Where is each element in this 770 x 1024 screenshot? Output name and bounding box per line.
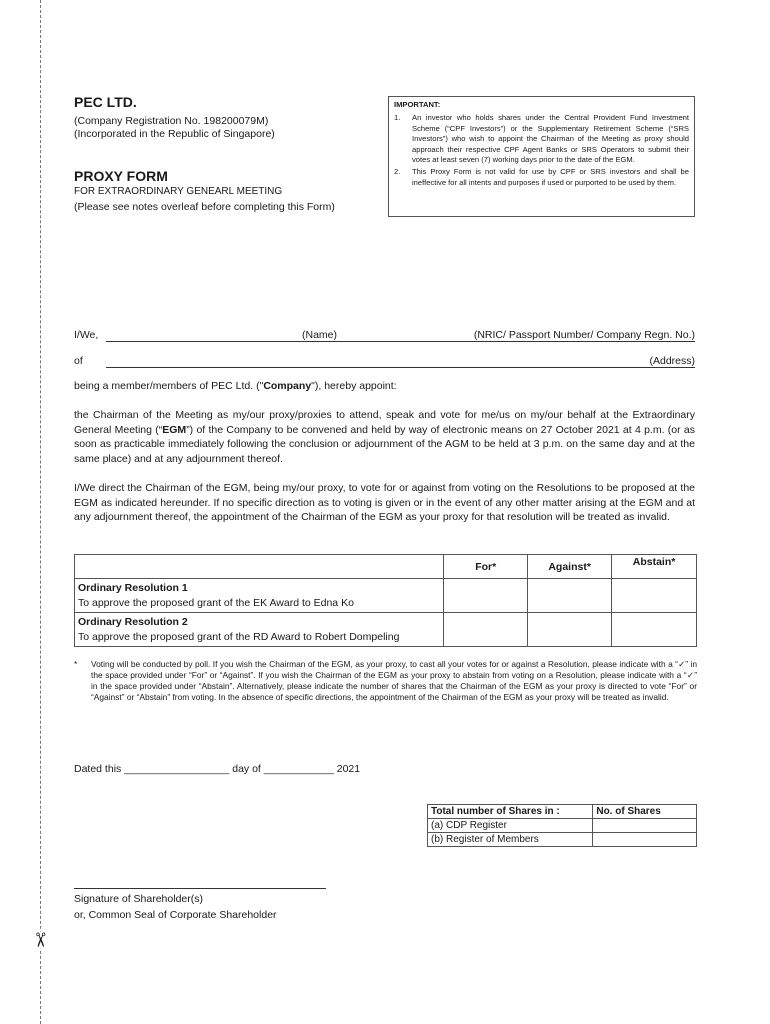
vote-for-cell[interactable] [444,579,528,613]
appoint-text-pre: being a member/members of PEC Ltd. (" [74,380,264,392]
chairman-text-post: ”) of the Company to be convened and held by way of electronic means on 27 October 2021 at 4 p.m. (or as soon as practicable immediately following the conclusion or adjournment of the AGM to be held at 3 p.m. on the same day and at the same place) and at any adjournment thereof. [74,423,695,465]
appoint-text-post: "), hereby appoint: [311,380,397,392]
shares-table [427,804,697,847]
vote-against-cell[interactable] [528,613,612,647]
important-item-number: 1. [394,113,401,123]
shares-header-right: No. of Shares [593,805,697,819]
appoint-text-bold: Company [263,380,312,392]
nric-label: (NRIC/ Passport Number/ Company Regn. No.) [471,329,695,341]
resolution-name: Ordinary Resolution 2 [78,616,188,628]
shares-row-label: (a) CDP Register [428,819,593,833]
company-registration: (Company Registration No. 198200079M) [74,115,269,127]
form-note: (Please see notes overleaf before completing this Form) [74,201,335,213]
important-item [394,167,689,188]
seal-label: or, Common Seal of Corporate Shareholder [74,909,277,921]
appoint-paragraph [74,379,695,394]
chairman-text-pre: the Chairman of the Meeting as my/our proxy/proxies to attend, speak and vote for me/us on my/our behalf at the Extraordinary General Meeting (“ [74,409,695,436]
abstain-header: Abstain* [612,555,697,579]
direct-paragraph: I/We direct the Chairman of the EGM, being my/our proxy, to vote for or against from voting on the Resolutions to be proposed at the EGM as indicated hereunder. If no specific direction as to voting is given or in the event of any other matter arising at the EGM and at any adjournment thereof, the appointment of the Chairman of the EGM as your proxy for that resolution will be treated as invalid. [74,482,695,524]
form-title: PROXY FORM [74,168,168,184]
resolution-name: Ordinary Resolution 1 [78,582,188,594]
vote-for-cell[interactable] [444,613,528,647]
shares-row-label: (b) Register of Members [428,833,593,847]
resolution-row [75,579,697,613]
scissors-icon: ✂ [28,931,51,949]
resolution-row [75,613,697,647]
chairman-text-bold: EGM [162,423,187,436]
company-incorporation: (Incorporated in the Republic of Singapore) [74,128,275,140]
iwe-label: I/We, [74,329,99,341]
vote-abstain-cell[interactable] [612,613,697,647]
against-header: Against* [528,555,612,579]
name-row [74,329,695,343]
address-field[interactable] [106,355,695,368]
resolution-header-empty [75,555,444,579]
shares-row [428,833,697,847]
address-row [74,355,695,369]
resolutions-header-row [75,555,697,579]
resolution-cell [75,579,444,613]
company-name: PEC LTD. [74,94,137,110]
voting-footnote [74,659,697,703]
for-header: For* [444,555,528,579]
resolutions-table [74,554,697,647]
footnote-mark: * [74,659,78,669]
important-item [394,113,689,165]
signature-label: Signature of Shareholder(s) [74,893,203,905]
cut-line [40,0,41,1024]
important-title: IMPORTANT: [394,100,441,109]
important-item-text: An investor who holds shares under the Central Provident Fund Investment Scheme (“CPF Investors”) or the Supplementary Retirement Scheme (“SRS Investors”) who wish to appoint the Chairman of the Meeting as proxy should approach their respective CPF Agent Banks or SRS Operators to submit their votes at least seven (7) working days prior to the date of the EGM. [412,113,689,165]
dated-line[interactable]: Dated this __________________ day of ____________ 2021 [74,763,361,775]
form-subtitle: FOR EXTRAORDINARY GENEARL MEETING [74,186,283,197]
vote-against-cell[interactable] [528,579,612,613]
signature-field[interactable] [74,888,326,889]
shares-row-value[interactable] [593,833,697,847]
important-item-text: This Proxy Form is not valid for use by CPF or SRS investors and shall be ineffective for all intents and purposes if used or purported to be used by them. [412,167,689,187]
chairman-paragraph [74,408,695,466]
important-notice-box [388,96,695,217]
shares-row-value[interactable] [593,819,697,833]
shares-header-row [428,805,697,819]
of-label: of [74,355,83,367]
shares-row [428,819,697,833]
vote-abstain-cell[interactable] [612,579,697,613]
resolution-cell [75,613,444,647]
name-label: (Name) [302,329,338,341]
resolution-text: To approve the proposed grant of the EK Award to Edna Ko [78,597,354,609]
important-item-number: 2. [394,167,401,177]
shares-header-left: Total number of Shares in : [428,805,593,819]
resolution-text: To approve the proposed grant of the RD Award to Robert Dompeling [78,631,400,643]
address-label: (Address) [646,355,695,367]
footnote-text: Voting will be conducted by poll. If you wish the Chairman of the EGM, as your proxy, to cast all your votes for or against a Resolution, please indicate with a “✓” in the space provided under “For” or “Against”. If you wish the Chairman of the EGM as your proxy to abstain from voting on a Resolution, please indicate with a “✓” in the space provided under “Abstain”. Alternatively, please indicate the number of shares that the Chairman of the EGM as your proxy is directed to vote “For” or “Against” or “Abstain” from voting. In the absence of specific directions, the appointment of the Chairman of the EGM as your proxy will be treated as invalid. [91,659,697,702]
